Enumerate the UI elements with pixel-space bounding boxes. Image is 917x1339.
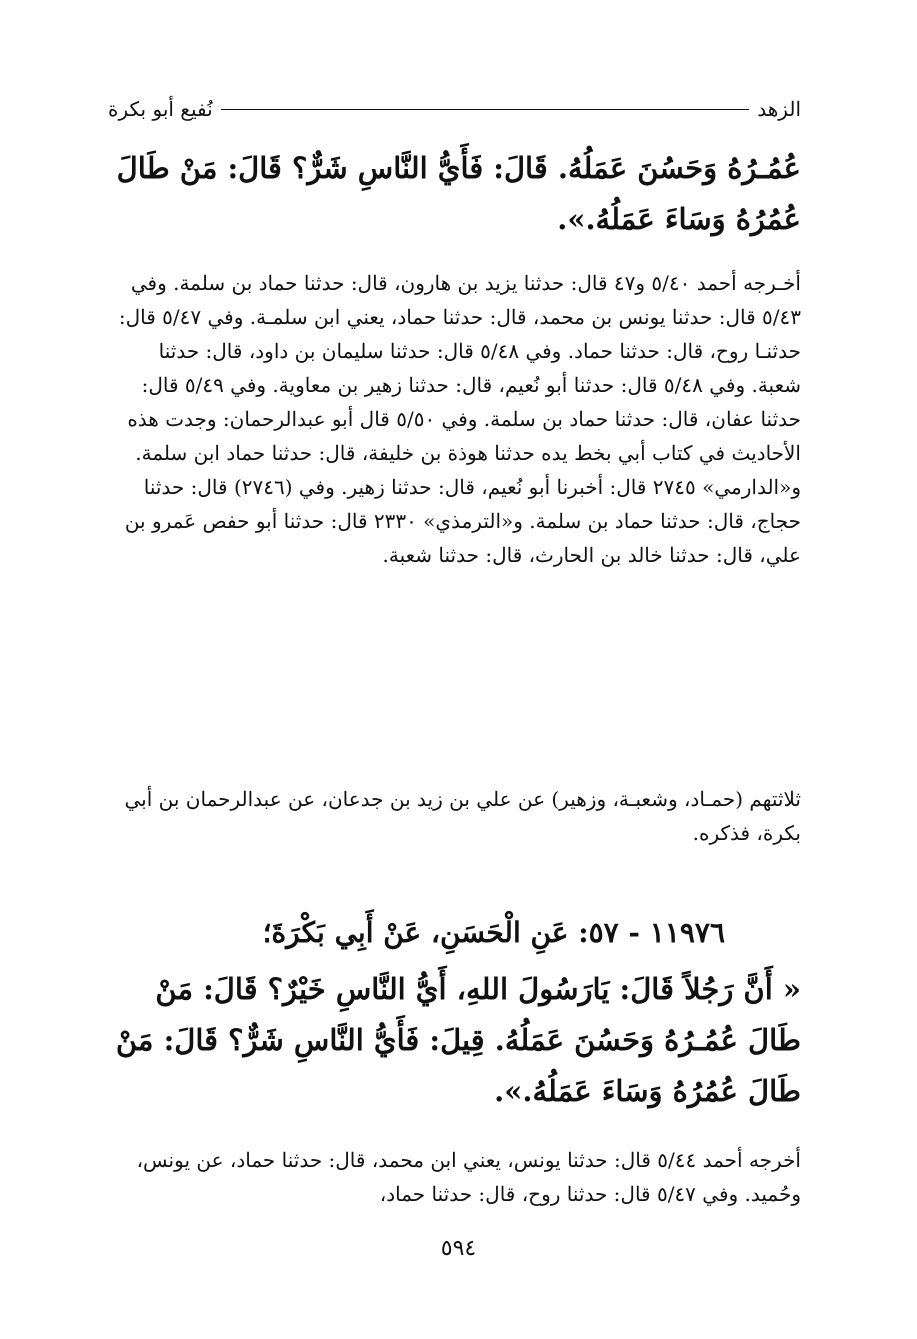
takhrij-paragraph-2: أخرجه أحمد ٥/٤٤ قال: حدثنا يونس، يعني ابن محمد، قال: حدثنا حماد، عن يونس، وحُميد. وفي ٥/٤٧ قال: حدثنا روح، قال: حدثنا حماد، — [136, 1148, 801, 1206]
hadith-number-heading: ١١٩٧٦ - ٥٧: عَنِ الْحَسَنِ، عَنْ أَبِي بَكْرَةَ؛ — [262, 916, 725, 949]
takhrij-paragraph: أخـرجه أحمد ٥/٤٠ و٤٧ قال: حدثنا يزيد بن هارون، قال: حدثنا حماد بن سلمة. وفي ٥/٤٣ قال: حدثنا يونس بن محمد، قال: حدثنا حماد، يعني ابن سلمـة. وفي ٥/٤٧ قال: حدثنـا روح، قال: حدثنا حماد. وفي ٥/٤٨ قال: حدثنا سليمان بن داود، قال: حدثنا شعبة. وفي ٥/٤٨ قال: حدثنا أبو نُعيم، قال: حدثنا زهير بن معاوية. وفي ٥/٤٩ قال: حدثنا عفان، قال: حدثنا حماد بن سلمة. وفي ٥/٥٠ قال أبو عبدالرحمان: وجدت هذه الأحاديث في كتاب أبي بخط يده حدثنا هوذة بن خليفة، قال: حدثنا حماد ابن سلمة. و«الدارمي» ٢٧٤٥ قال: أخبرنا أبو نُعيم، قال: حدثنا زهير. وفي (٢٧٤٦) قال: حدثنا حجاج، قال: حدثنا حماد بن سلمة. و«الترمذي» ٢٣٣٠ قال: حدثنا أبو حفص عَمرو بن علي، قال: حدثنا خالد بن الحارث، قال: حدثنا شعبة. — [118, 271, 801, 567]
running-head — [108, 92, 801, 126]
hadith-text-continued: عُمُـرُهُ وَحَسُنَ عَمَلُهُ. قَالَ: فَأَيُّ النَّاسِ شَرٌّ؟ قَالَ: مَنْ طَالَ عُمُرُهُ وَسَاءَ عَمَلُهُ.». — [116, 151, 801, 236]
page-number: ٥٩٤ — [440, 1236, 477, 1261]
hadith-text: « أَنَّ رَجُلاً قَالَ: يَارَسُولَ اللهِ، أَيُّ النَّاسِ خَيْرٌ؟ قَالَ: مَنْ طَالَ عُمُـرُهُ وَحَسُنَ عَمَلُهُ. قِيلَ: فَأَيُّ النَّاسِ شَرٌّ؟ قَالَ: مَنْ طَالَ عُمُرُهُ وَسَاءَ عَمَلُهُ.». — [115, 972, 801, 1108]
isnad-summary: ثلاثتهم (حمـاد، وشعبـة، وزهير) عن علي بن زيد بن جدعان، عن عبدالرحمان بن أبي بكرة، فذكره. — [124, 787, 801, 845]
section-title: نُفيع أبو بكرة — [108, 97, 213, 121]
chapter-title: الزهد — [757, 97, 801, 121]
header-rule — [221, 109, 750, 110]
